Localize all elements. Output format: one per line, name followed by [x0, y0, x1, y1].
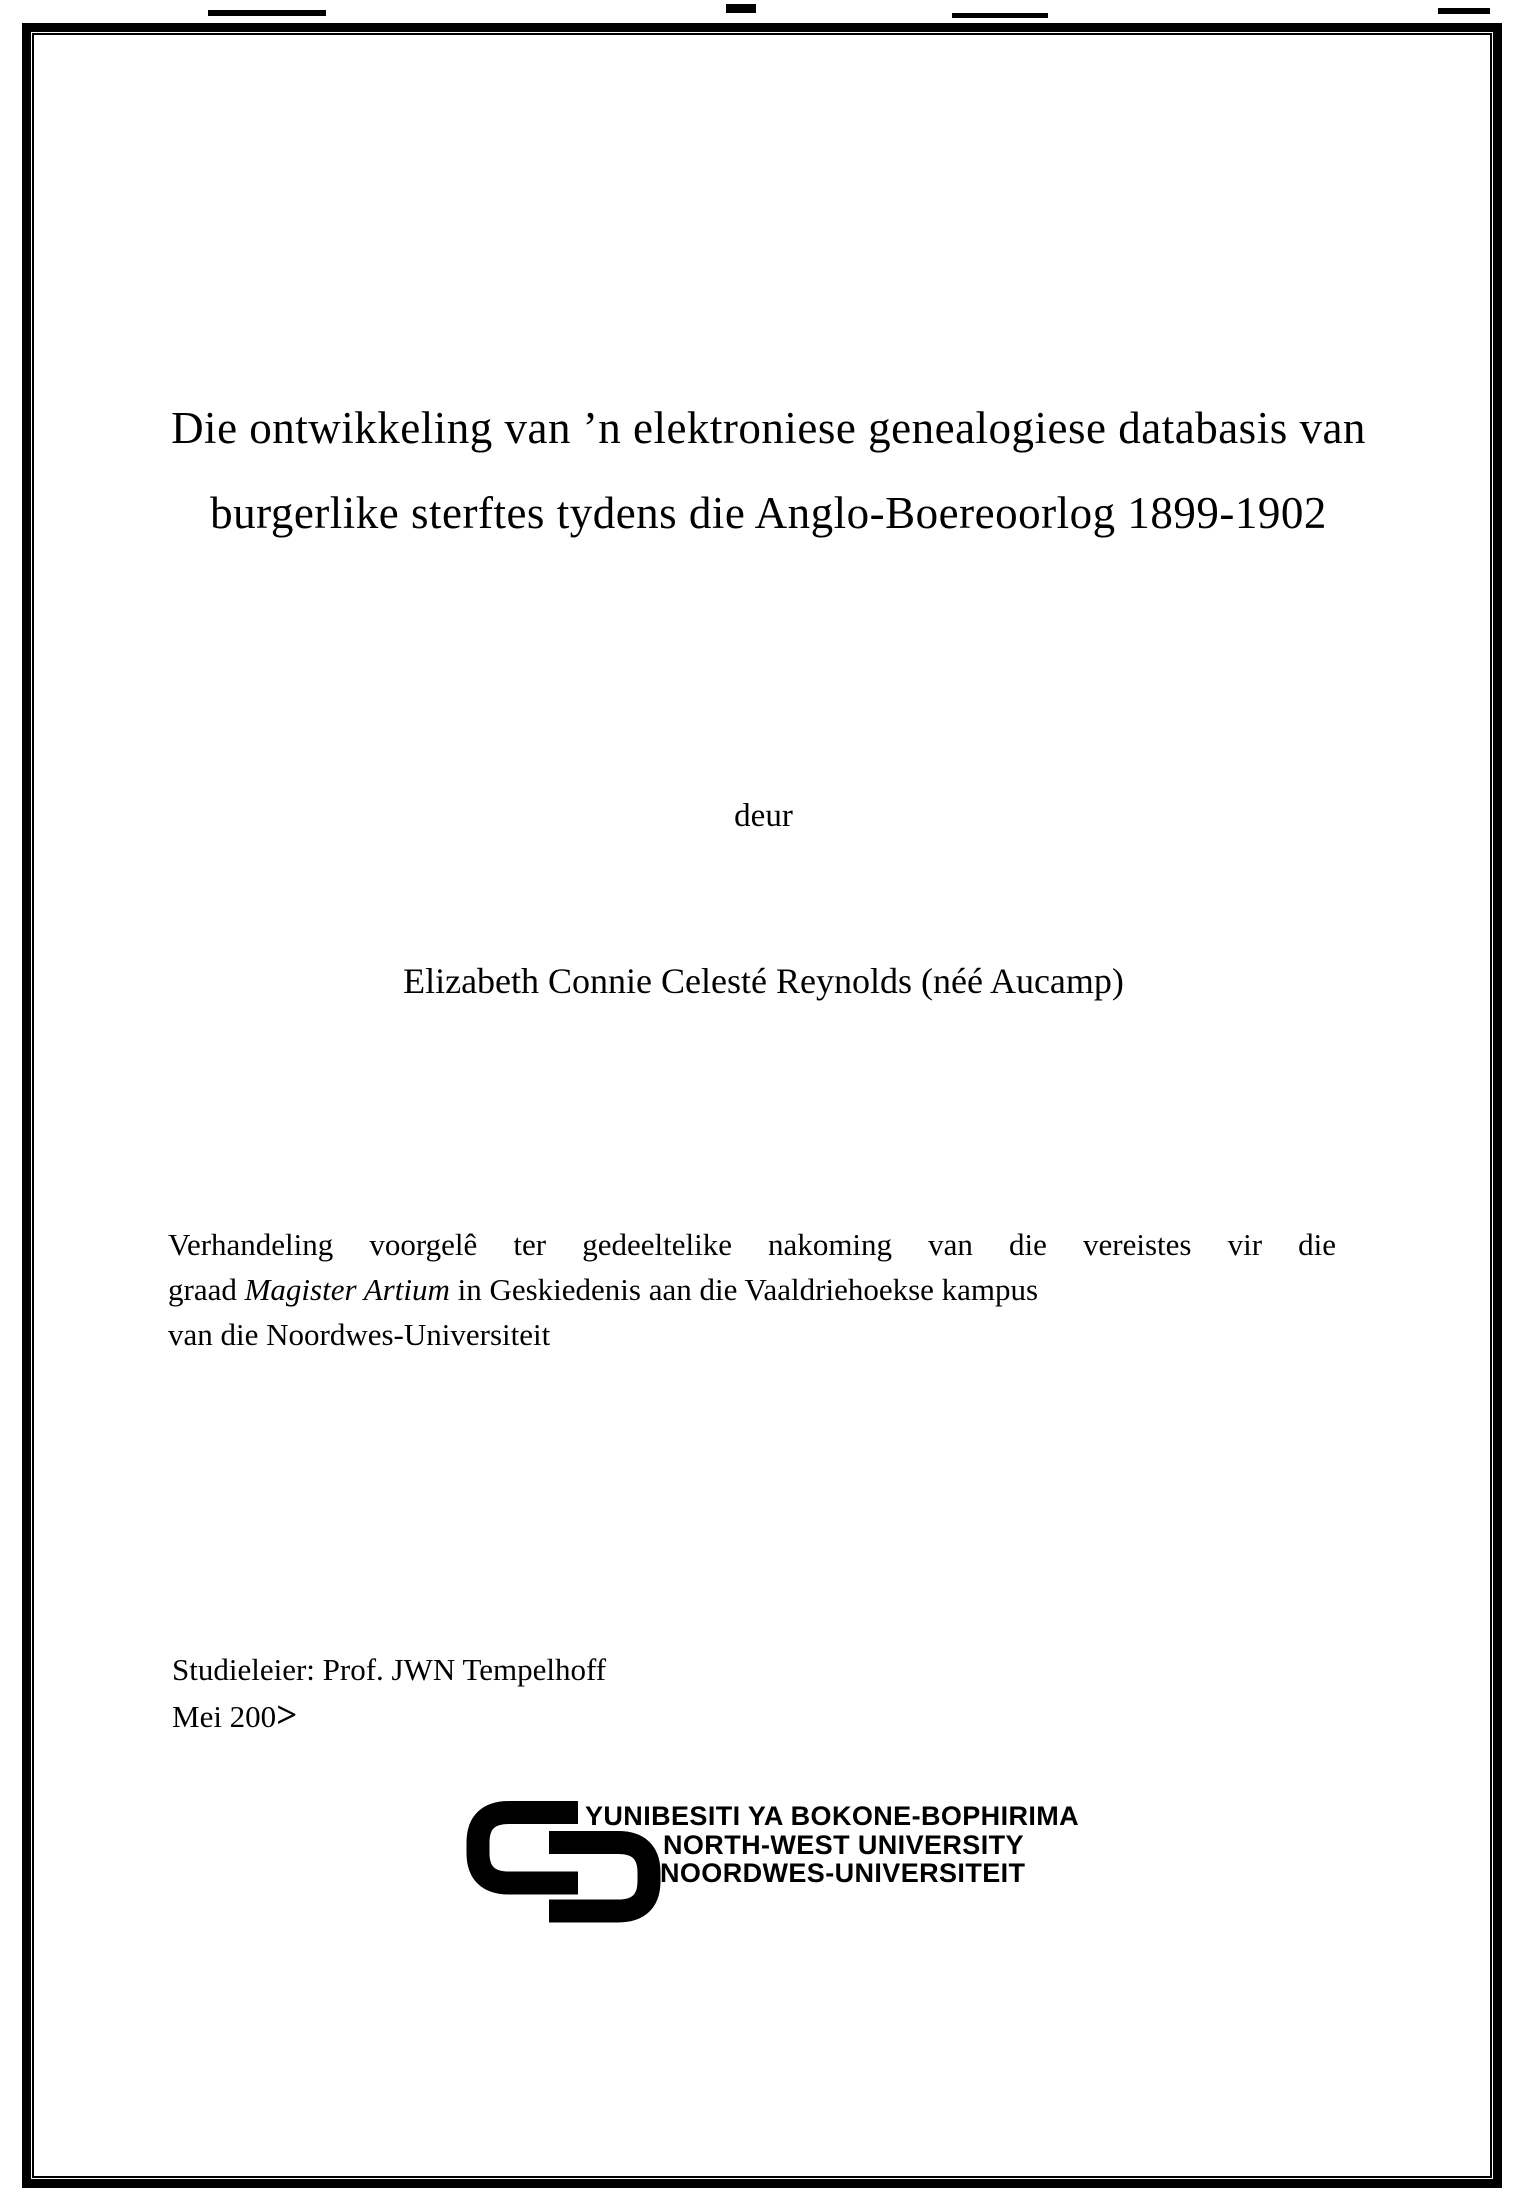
supervisor-line: Studieleier: Prof. JWN Tempelhoff — [172, 1652, 607, 1687]
thesis-title-line1: Die ontwikkeling van ’n elektroniese genealogiese databasis van — [171, 403, 1366, 453]
date-text: Mei 200 — [172, 1699, 277, 1734]
thesis-title — [160, 386, 1377, 556]
author-name: Elizabeth Connie Celesté Reynolds (néé Aucamp) — [403, 961, 1124, 1001]
logo-text-english: NORTH-WEST UNIVERSITY — [663, 1830, 1024, 1860]
degree-name-italic: Magister Artium — [244, 1272, 450, 1307]
date-seven-glyph: > — [276, 1695, 296, 1736]
supervisor-block — [172, 1646, 606, 1740]
thesis-title-line2: burgerlike sterftes tydens die Anglo-Boereoorlog 1899-1902 — [210, 488, 1327, 538]
degree-statement-line2-suffix: in Geskiedenis aan die Vaaldriehoekse kampus — [449, 1272, 1039, 1307]
degree-statement-line3: van die Noordwes-Universiteit — [168, 1317, 551, 1352]
degree-statement-line2-prefix: graad — [168, 1272, 245, 1307]
logo-text-afrikaans: NOORDWES-UNIVERSITEIT — [660, 1858, 1026, 1888]
scan-artifact — [1438, 8, 1490, 14]
degree-statement-line1: Verhandeling voorgelê ter gedeeltelike nakoming van die vereistes vir die — [168, 1227, 1336, 1262]
date-line — [172, 1693, 606, 1740]
scan-artifact — [952, 13, 1048, 18]
scan-artifact — [208, 10, 326, 16]
logo-text-setswana: YUNIBESITI YA BOKONE-BOPHIRIMA — [585, 1801, 1080, 1831]
degree-statement-line2 — [168, 1267, 1336, 1312]
scan-artifact — [726, 4, 756, 13]
byline: deur — [734, 798, 793, 834]
degree-statement — [168, 1222, 1336, 1357]
